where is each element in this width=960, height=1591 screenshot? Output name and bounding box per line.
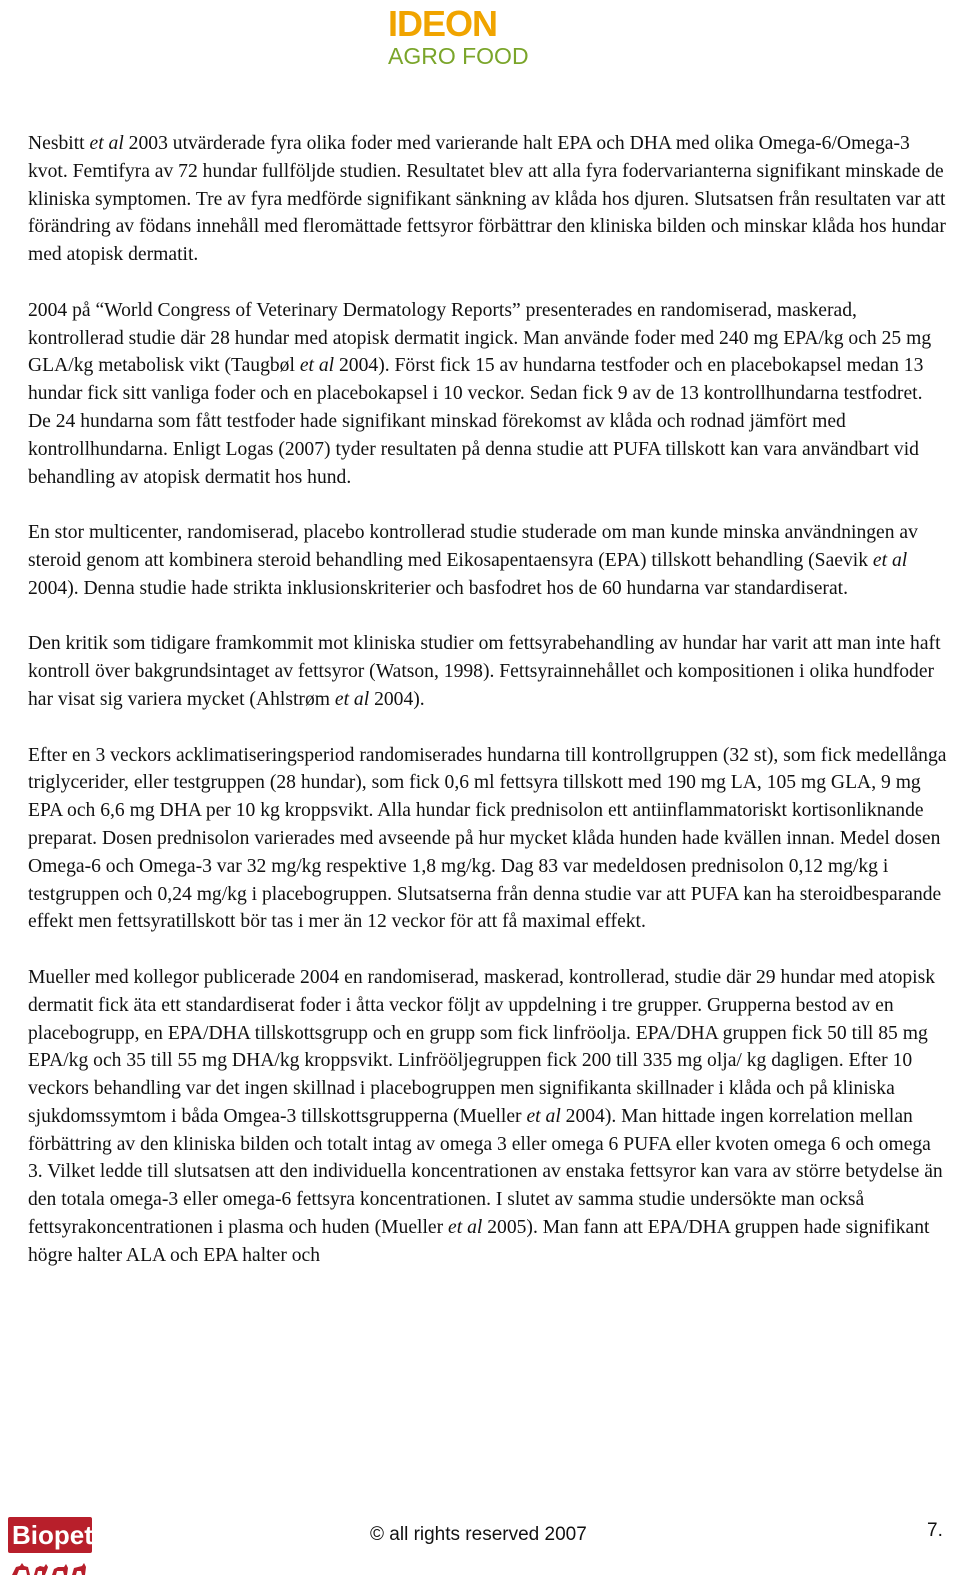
italic-citation-text: et al	[299, 355, 335, 377]
biopet-logo-box	[8, 1517, 92, 1553]
body-paragraph	[28, 130, 948, 269]
logo-ideon-text: IDEON	[388, 3, 498, 44]
italic-citation-text: et al	[89, 133, 124, 154]
paragraph-text: 2003 utvärderade fyra olika foder med varierande halt EPA och DHA med olika Omega-6/Omega-3 kvot. Femtifyra av 72 hundar fullföljde studien. Resultatet blev att alla fyra fodervarianterna signifikant minskade de kliniska symptomen. Tre av fyra medförde signifikant sänkning av klåda hos djuren. Slutsatsen från resultaten var att förändring av födans innehåll med fleromättade fettsyror förbättrar den kliniska bilden och minskar klåda hos hundar med atopisk dermatit.	[28, 133, 946, 266]
copyright-notice: © all rights reserved 2007	[370, 1524, 587, 1545]
page-number: 7.	[927, 1520, 943, 1541]
paragraph-text: 2005). Man fann att EPA/DHA gruppen hade signifikant högre halter ALA och EPA halter och	[28, 1217, 930, 1266]
paragraph-text: Den kritik som tidigare framkommit mot kliniska studier om fettsyrabehandling av hundar har varit att man inte haft kontroll över bakgrundsintaget av fettsyror (Watson, 1998). Fettsyrainnehållet och kompositionen i olika hundfoder har visat sig variera mycket (Ahlstrøm	[28, 633, 941, 710]
paragraph-text: Nesbitt	[28, 133, 90, 154]
italic-citation-text: et al	[872, 549, 908, 571]
paragraph-text: 2004).	[369, 688, 425, 710]
document-body	[28, 130, 948, 1270]
italic-citation-text: et al	[526, 1105, 561, 1127]
paragraph-text: 2004). Först fick 15 av hundarna testfoder och en placebokapsel medan 13 hundar fick sitt vanliga foder och en placebokapsel i 10 veckor. Sedan fick 9 av de 13 kontrollhundarna testfodret. De 24 hundarna som fått testfoder hade signifikant minskad förekomst av klåda och rodnad jämfört med kontrollhundarna. Enligt Logas (2007) tyder resultaten på denna studie att PUFA tillskott kan vara användbart vid behandling av atopisk dermatit hos hund.	[28, 355, 924, 488]
biopet-logo-text: Biopet	[12, 1520, 93, 1550]
italic-citation-text: et al	[334, 688, 370, 710]
paragraph-text: 2004 på “World Congress of Veterinary Dermatology Reports” presenterades en randomiserad, maskerad, kontrollerad studie där 28 hundar med atopisk dermatit ingick. Man använde foder med 240 mg EPA/kg och 25 mg GLA/kg metabolisk vikt (Taugbøl	[28, 299, 932, 377]
ideon-agro-food-logo	[388, 3, 548, 69]
paragraph-text: 2004). Denna studie hade strikta inklusionskriterier och basfodret hos de 60 hundarna var standardiserat.	[28, 577, 848, 599]
biopet-logo	[8, 1517, 92, 1581]
paragraph-text: Mueller med kollegor publicerade 2004 en randomiserad, maskerad, kontrollerad, studie där 29 hundar med atopisk dermatit fick äta ett standardiserat foder i åtta veckor följt av uppdelning i tre grupper. Grupperna bestod av en placebogrupp, en EPA/DHA tillskottsgrupp och en grupp som fick linfröolja. EPA/DHA gruppen fick 50 till 85 mg EPA/kg och 35 till 55 mg DHA/kg kroppsvikt. Linfrööljegruppen fick 200 till 335 mg olja/ kg dagligen. Efter 10 veckors behandling var det ingen skillnad i placebogruppen men signifikanta skillnader i klåda och på kliniska sjukdomssymtom i båda Omgea-3 tillskottsgrupperna (Mueller	[28, 966, 936, 1127]
animals-silhouette-icon	[10, 1557, 92, 1577]
body-paragraph	[28, 964, 948, 1270]
body-paragraph	[28, 519, 948, 602]
paragraph-text: Efter en 3 veckors acklimatiseringsperiod randomiserades hundarna till kontrollgruppen (32 st), som fick medellånga triglycerider, eller testgruppen (28 hundar), som fick 0,6 ml fettsyra tillskott med 190 mg LA, 105 mg GLA, 9 mg EPA och 6,6 mg DHA per 10 kg kroppsvikt. Alla hundar fick prednisolon ett antiinflammatoriskt kortisonliknande preparat. Dosen prednisolon varierades med avseende på hur mycket klåda hunden hade kvällen innan. Medel dosen Omega-6 och Omega-3 var 32 mg/kg respektive 1,8 mg/kg. Dag 83 var medeldosen prednisolon 0,12 mg/kg i testgruppen och 0,24 mg/kg i placebogruppen. Slutsatserna från denna studie var att PUFA kan ha steroidbesparande effekt men fettsyratillskott bör tas i mer än 12 veckor för att få maximal effekt.	[28, 744, 947, 933]
paragraph-text: 2004). Man hittade ingen korrelation mellan förbättring av den kliniska bilden och totalt intag av omega 3 eller omega 6 PUFA eller kvoten omega 6 och omega 3. Vilket ledde till slutsatsen att den individuella koncentrationen av enstaka fettsyror kan vara av större betydelse än den totala omega-3 eller omega-6 fettsyra koncentrationen. I slutet av samma studie undersökte man också fettsyrakoncentrationen i plasma och huden (Mueller	[28, 1105, 943, 1239]
body-paragraph	[28, 742, 948, 937]
paragraph-text: En stor multicenter, randomiserad, placebo kontrollerad studie studerade om man kunde minska användningen av steroid genom att kombinera steroid behandling med Eikosapentaensyra (EPA) tillskott behandling (Saevik	[28, 522, 918, 571]
logo-agro-food-text: AGRO FOOD	[388, 43, 529, 69]
italic-citation-text: et al	[448, 1217, 483, 1239]
body-paragraph	[28, 297, 948, 492]
body-paragraph	[28, 630, 948, 713]
